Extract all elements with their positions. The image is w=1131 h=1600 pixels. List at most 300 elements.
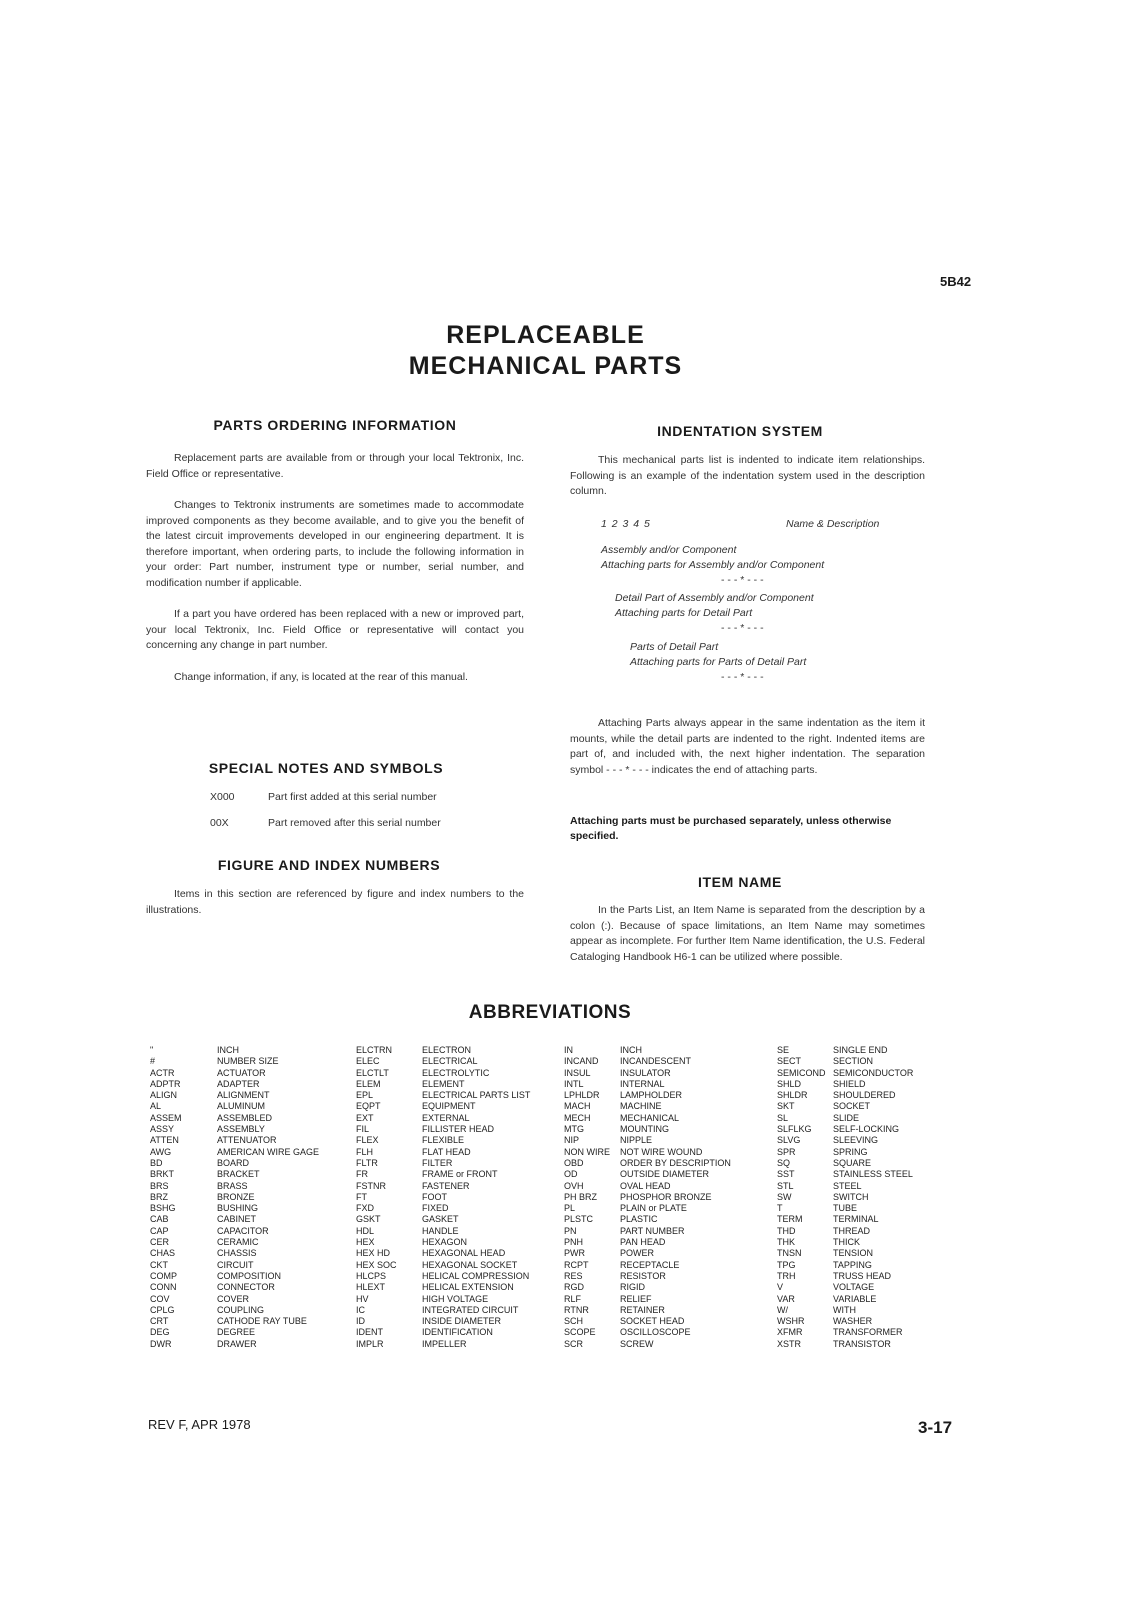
abbreviation-row — [356, 1271, 530, 1282]
abbreviation-code: ASSY — [150, 1124, 175, 1135]
abbreviation-meaning: ATTENUATOR — [217, 1135, 277, 1146]
abbreviation-row — [356, 1305, 530, 1316]
abbreviation-row — [150, 1327, 319, 1338]
abbreviation-row — [564, 1045, 731, 1056]
abbreviation-row — [356, 1124, 530, 1135]
abbreviation-row — [564, 1135, 731, 1146]
abbreviation-code: CHAS — [150, 1248, 176, 1259]
abbreviation-meaning: PAN HEAD — [620, 1237, 666, 1248]
abbreviation-meaning: CHASSIS — [217, 1248, 257, 1259]
abbreviation-meaning: INSULATOR — [620, 1067, 671, 1078]
abbreviation-code: SCH — [564, 1316, 584, 1327]
abbreviation-meaning: ACTUATOR — [217, 1067, 266, 1078]
abbreviation-code: XFMR — [777, 1327, 803, 1338]
abbreviation-row — [150, 1226, 319, 1237]
abbreviation-code: SCR — [564, 1338, 584, 1349]
abbreviation-code: INSUL — [564, 1067, 591, 1078]
page-title-line1: REPLACEABLE — [446, 321, 645, 349]
abbreviation-code: SE — [777, 1045, 790, 1055]
abbreviation-meaning: INCANDESCENT — [620, 1056, 692, 1067]
indent-line: Parts of Detail Part — [630, 641, 719, 653]
abbreviation-meaning: SQUARE — [833, 1157, 872, 1168]
abbreviation-code: SCOPE — [564, 1327, 596, 1338]
abbreviation-meaning: INTEGRATED CIRCUIT — [422, 1304, 519, 1315]
abbreviation-meaning: DRAWER — [217, 1338, 257, 1349]
abbreviation-code: ID — [356, 1316, 365, 1327]
revision-date: REV F, APR 1978 — [148, 1417, 251, 1432]
abbreviation-row — [564, 1147, 731, 1158]
abbreviation-code: PWR — [564, 1248, 585, 1259]
abbreviation-code: CONN — [150, 1282, 177, 1293]
abbreviation-meaning: SECTION — [833, 1056, 874, 1067]
abbreviation-meaning: INCH — [620, 1045, 642, 1055]
figure-paragraph: Items in this section are referenced by figure and index numbers to the illustrations. — [146, 888, 524, 916]
abbreviation-row — [777, 1068, 913, 1079]
abbreviation-row — [564, 1113, 731, 1124]
abbreviation-meaning: THREAD — [833, 1225, 871, 1236]
abbreviation-code: ELEC — [356, 1056, 380, 1067]
abbreviation-code: TERM — [777, 1214, 803, 1225]
abbreviation-row — [356, 1079, 530, 1090]
abbreviation-row — [356, 1101, 530, 1112]
abbreviation-meaning: COUPLING — [217, 1304, 265, 1315]
abbreviation-code: THK — [777, 1237, 795, 1248]
abbreviation-row — [150, 1271, 319, 1282]
abbreviation-meaning: BOARD — [217, 1157, 250, 1168]
abbreviation-meaning: ELECTRICAL PARTS LIST — [422, 1090, 531, 1101]
abbreviation-meaning: VARIABLE — [833, 1293, 877, 1304]
page-title — [0, 320, 1091, 382]
abbreviation-code: # — [150, 1056, 156, 1067]
abbreviation-meaning: OSCILLOSCOPE — [620, 1327, 691, 1338]
abbreviation-row — [150, 1056, 319, 1067]
abbreviation-code: HV — [356, 1293, 369, 1304]
abbreviation-meaning: FILLISTER HEAD — [422, 1124, 495, 1135]
abbreviation-code: BSHG — [150, 1203, 176, 1214]
note-row — [210, 791, 437, 803]
abbreviation-meaning: RESISTOR — [620, 1270, 666, 1281]
abbreviation-meaning: TRANSFORMER — [833, 1327, 903, 1338]
abbreviation-code: CPLG — [150, 1304, 175, 1315]
abbreviation-meaning: RETAINER — [620, 1304, 665, 1315]
abbreviation-meaning: EXTERNAL — [422, 1112, 470, 1123]
abbreviation-row — [356, 1316, 530, 1327]
abbreviation-row — [777, 1339, 913, 1350]
abbreviation-meaning: FASTENER — [422, 1180, 470, 1191]
abbreviation-meaning: ORDER BY DESCRIPTION — [620, 1157, 731, 1168]
abbreviation-row — [150, 1124, 319, 1135]
abbreviation-code: GSKT — [356, 1214, 381, 1225]
abbreviation-code: OBD — [564, 1157, 584, 1168]
abbreviation-row — [356, 1113, 530, 1124]
abbreviation-meaning: THICK — [833, 1237, 860, 1248]
abbreviation-row — [777, 1316, 913, 1327]
abbreviation-code: FSTNR — [356, 1180, 386, 1191]
abbreviation-meaning: HELICAL EXTENSION — [422, 1282, 514, 1293]
abbreviation-code: FLH — [356, 1146, 374, 1157]
abbreviation-meaning: FLAT HEAD — [422, 1146, 471, 1157]
abbreviation-meaning: HIGH VOLTAGE — [422, 1293, 489, 1304]
abbreviation-code: EQPT — [356, 1101, 381, 1112]
abbreviation-code: COV — [150, 1293, 170, 1304]
abbreviation-code: TPG — [777, 1259, 796, 1270]
abbreviation-code: RTNR — [564, 1304, 589, 1315]
abbreviation-meaning: HEXAGONAL SOCKET — [422, 1259, 518, 1270]
abbreviation-meaning: WITH — [833, 1304, 856, 1315]
abbreviation-meaning: MECHANICAL — [620, 1112, 680, 1123]
abbreviation-code: T — [777, 1203, 783, 1214]
abbreviation-row — [356, 1135, 530, 1146]
abbreviation-row — [564, 1124, 731, 1135]
abbreviation-meaning: SHIELD — [833, 1078, 866, 1089]
abbreviation-code: PN — [564, 1225, 577, 1236]
abbreviation-row — [777, 1294, 913, 1305]
abbreviation-meaning: BUSHING — [217, 1203, 259, 1214]
abbreviation-meaning: SWITCH — [833, 1191, 869, 1202]
abbreviation-row — [777, 1226, 913, 1237]
abbreviation-code: ATTEN — [150, 1135, 179, 1146]
abbreviation-code: HLEXT — [356, 1282, 386, 1293]
attaching-parts-note: Attaching parts must be purchased separately, unless otherwise specified. — [570, 815, 892, 842]
abbreviation-code: STL — [777, 1180, 794, 1191]
abbreviation-code: EXT — [356, 1112, 374, 1123]
abbreviation-meaning: TAPPING — [833, 1259, 872, 1270]
abbreviation-meaning: NIPPLE — [620, 1135, 653, 1146]
abbreviation-row — [356, 1248, 530, 1259]
abbreviation-code: HLCPS — [356, 1270, 387, 1281]
abbreviation-meaning: OVAL HEAD — [620, 1180, 671, 1191]
abbreviation-meaning: SOCKET HEAD — [620, 1316, 685, 1327]
abbreviation-code: MTG — [564, 1124, 584, 1135]
abbreviation-meaning: WASHER — [833, 1316, 873, 1327]
abbreviation-meaning: GASKET — [422, 1214, 459, 1225]
abbreviation-row — [564, 1214, 731, 1225]
abbreviation-code: RES — [564, 1270, 583, 1281]
abbreviation-row — [777, 1147, 913, 1158]
abbreviation-meaning: TERMINAL — [833, 1214, 879, 1225]
abbreviation-code: FR — [356, 1169, 368, 1180]
abbreviation-row — [564, 1305, 731, 1316]
abbreviation-code: BRKT — [150, 1169, 175, 1180]
note-code: 00X — [210, 817, 229, 829]
abbreviation-meaning: ALIGNMENT — [217, 1090, 270, 1101]
abbreviation-row — [150, 1294, 319, 1305]
abbreviation-meaning: HELICAL COMPRESSION — [422, 1270, 530, 1281]
abbreviation-row — [356, 1056, 530, 1067]
abbreviation-row — [356, 1090, 530, 1101]
abbreviation-meaning: CAPACITOR — [217, 1225, 269, 1236]
abbreviation-row — [777, 1260, 913, 1271]
abbreviation-row — [150, 1339, 319, 1350]
abbreviation-row — [564, 1056, 731, 1067]
abbreviation-code: ACTR — [150, 1067, 175, 1078]
abbreviation-meaning: IDENTIFICATION — [422, 1327, 493, 1338]
abbreviation-code: V — [777, 1282, 784, 1293]
abbreviation-row — [777, 1192, 913, 1203]
abbreviation-code: OVH — [564, 1180, 584, 1191]
abbreviation-meaning: CONNECTOR — [217, 1282, 275, 1293]
abbreviation-row — [564, 1237, 731, 1248]
item-name-paragraph: In the Parts List, an Item Name is separated from the description by a colon (:). Because of space limitations, an Item Name may sometimes appear as incomplete. For further Item Name identification, the U.S. Federal Cataloging Handbook H6-1 can be utilized where possible. — [570, 904, 925, 963]
abbreviation-meaning: FRAME or FRONT — [422, 1169, 498, 1180]
abbreviation-row — [356, 1226, 530, 1237]
abbreviation-meaning: ELECTROLYTIC — [422, 1067, 490, 1078]
abbreviation-code: SPR — [777, 1146, 796, 1157]
abbreviation-code: FLTR — [356, 1157, 378, 1168]
abbreviation-meaning: FILTER — [422, 1157, 453, 1168]
indent-line: Assembly and/or Component — [601, 544, 737, 556]
abbreviation-meaning: NOT WIRE WOUND — [620, 1146, 703, 1157]
indent-line: Attaching parts for Assembly and/or Component — [601, 559, 825, 571]
abbreviation-code: ELCTRN — [356, 1045, 393, 1055]
abbreviation-code: ALIGN — [150, 1090, 178, 1101]
abbreviation-code: TNSN — [777, 1248, 802, 1259]
abbreviation-meaning: EQUIPMENT — [422, 1101, 476, 1112]
abbreviations-column — [777, 1045, 913, 1350]
abbreviation-row — [356, 1294, 530, 1305]
abbreviation-row — [150, 1260, 319, 1271]
abbreviation-row — [564, 1294, 731, 1305]
abbreviation-code: SEMICOND — [777, 1067, 826, 1078]
abbreviation-meaning: FOOT — [422, 1191, 447, 1202]
note-code: X000 — [210, 791, 235, 803]
abbreviation-code: TRH — [777, 1270, 796, 1281]
abbreviation-meaning: COVER — [217, 1293, 250, 1304]
abbreviation-code: THD — [777, 1225, 796, 1236]
abbreviation-code: SLFLKG — [777, 1124, 812, 1135]
abbreviation-code: BRZ — [150, 1191, 168, 1202]
abbreviation-meaning: SCREW — [620, 1338, 654, 1349]
indentation-heading: INDENTATION SYSTEM — [657, 423, 823, 439]
abbreviation-meaning: RECEPTACLE — [620, 1259, 680, 1270]
abbreviation-meaning: INTERNAL — [620, 1078, 665, 1089]
separation-symbol: - - - * - - - — [721, 671, 764, 683]
abbreviation-row — [777, 1248, 913, 1259]
abbreviation-row — [356, 1147, 530, 1158]
abbreviation-meaning: RELIEF — [620, 1293, 652, 1304]
abbreviations-column — [150, 1045, 319, 1350]
abbreviation-meaning: CATHODE RAY TUBE — [217, 1316, 307, 1327]
indentation-paragraph-2: Attaching Parts always appear in the same indentation as the item it mounts, while the detail parts are indented to the right. Indented items are part of, and included with, the next higher indentation. The separation symbol - - - * - - - indicates the end of attaching parts. — [570, 717, 925, 776]
ordering-paragraph-1: Replacement parts are available from or through your local Tektronix, Inc. Field Office or representative. — [146, 452, 524, 480]
abbreviation-code: IDENT — [356, 1327, 383, 1338]
model-number: 5B42 — [940, 274, 972, 289]
abbreviation-code: VAR — [777, 1293, 795, 1304]
abbreviation-meaning: SPRING — [833, 1146, 868, 1157]
abbreviation-meaning: ELECTRON — [422, 1045, 472, 1055]
abbreviation-code: MACH — [564, 1101, 591, 1112]
abbreviation-meaning: LAMPHOLDER — [620, 1090, 683, 1101]
abbreviation-code: FXD — [356, 1203, 374, 1214]
abbreviation-meaning: SHOULDERED — [833, 1090, 896, 1101]
notes-heading: SPECIAL NOTES AND SYMBOLS — [208, 760, 444, 776]
abbreviation-meaning: MACHINE — [620, 1101, 662, 1112]
abbreviation-row — [356, 1158, 530, 1169]
abbreviation-code: LPHLDR — [564, 1090, 600, 1101]
abbreviation-meaning: PLAIN or PLATE — [620, 1203, 687, 1214]
abbreviation-row — [356, 1282, 530, 1293]
abbreviation-row — [564, 1181, 731, 1192]
abbreviation-row — [150, 1090, 319, 1101]
abbreviation-meaning: OUTSIDE DIAMETER — [620, 1169, 710, 1180]
item-name-section — [570, 903, 925, 965]
abbreviation-code: SW — [777, 1191, 792, 1202]
abbreviation-code: AL — [150, 1101, 162, 1112]
abbreviation-row — [356, 1068, 530, 1079]
abbreviation-code: MECH — [564, 1112, 591, 1123]
ordering-paragraph-4: Change information, if any, is located at the rear of this manual. — [174, 670, 468, 683]
ordering-section — [146, 451, 524, 685]
abbreviation-code: CER — [150, 1237, 170, 1248]
abbreviation-meaning: STAINLESS STEEL — [833, 1169, 913, 1180]
abbreviation-row — [150, 1316, 319, 1327]
abbreviation-code: SHLDR — [777, 1090, 808, 1101]
abbreviation-row — [564, 1316, 731, 1327]
abbreviation-meaning: ASSEMBLY — [217, 1124, 265, 1135]
abbreviation-meaning: ELEMENT — [422, 1078, 465, 1089]
abbreviation-row — [150, 1135, 319, 1146]
abbreviation-row — [150, 1113, 319, 1124]
abbreviation-code: NIP — [564, 1135, 580, 1146]
abbreviation-code: HDL — [356, 1225, 375, 1236]
abbreviation-row — [150, 1147, 319, 1158]
abbreviation-code: EPL — [356, 1090, 374, 1101]
abbreviation-row — [564, 1339, 731, 1350]
abbreviation-row — [777, 1327, 913, 1338]
abbreviation-row — [564, 1079, 731, 1090]
abbreviation-meaning: PART NUMBER — [620, 1225, 685, 1236]
abbreviation-meaning: MOUNTING — [620, 1124, 669, 1135]
abbreviation-row — [150, 1282, 319, 1293]
abbreviation-meaning: SINGLE END — [833, 1045, 888, 1055]
figure-section — [146, 887, 524, 918]
abbreviation-row — [777, 1135, 913, 1146]
abbreviation-row — [777, 1181, 913, 1192]
abbreviation-meaning: SLEEVING — [833, 1135, 879, 1146]
abbreviation-meaning: POWER — [620, 1248, 655, 1259]
abbreviation-code: XSTR — [777, 1338, 802, 1349]
abbreviation-code: " — [150, 1045, 154, 1055]
abbreviation-meaning: BRASS — [217, 1180, 248, 1191]
abbreviation-meaning: FIXED — [422, 1203, 449, 1214]
indent-line: Attaching parts for Parts of Detail Part — [630, 656, 807, 668]
abbreviation-row — [777, 1214, 913, 1225]
abbreviation-code: HEX HD — [356, 1248, 391, 1259]
abbreviation-code: INCAND — [564, 1056, 599, 1067]
abbreviation-meaning: TRUSS HEAD — [833, 1270, 892, 1281]
abbreviation-meaning: HEXAGONAL HEAD — [422, 1248, 506, 1259]
abbreviation-row — [777, 1237, 913, 1248]
abbreviation-meaning: SEMICONDUCTOR — [833, 1067, 914, 1078]
abbreviations-heading: ABBREVIATIONS — [468, 1002, 632, 1023]
note-row — [210, 817, 441, 829]
abbreviation-meaning: BRACKET — [217, 1169, 260, 1180]
abbreviation-meaning: CABINET — [217, 1214, 257, 1225]
abbreviation-meaning: SOCKET — [833, 1101, 871, 1112]
abbreviation-row — [150, 1192, 319, 1203]
abbreviation-meaning: RIGID — [620, 1282, 646, 1293]
abbreviation-code: IN — [564, 1045, 573, 1055]
abbreviation-row — [150, 1214, 319, 1225]
abbreviation-meaning: BRONZE — [217, 1191, 255, 1202]
abbreviation-code: FLEX — [356, 1135, 379, 1146]
abbreviation-code: FIL — [356, 1124, 370, 1135]
abbreviation-meaning: PLASTIC — [620, 1214, 658, 1225]
abbreviation-code: PLSTC — [564, 1214, 594, 1225]
indentation-paragraph-1: This mechanical parts list is indented to indicate item relationships. Following is an example of the indentation system used in the description column. — [570, 454, 925, 497]
abbreviation-code: IMPLR — [356, 1338, 384, 1349]
abbreviation-row — [777, 1305, 913, 1316]
abbreviation-meaning: HEXAGON — [422, 1237, 468, 1248]
abbreviation-code: INTL — [564, 1078, 584, 1089]
abbreviation-row — [777, 1169, 913, 1180]
abbreviation-meaning: SELF-LOCKING — [833, 1124, 900, 1135]
abbreviation-meaning: IMPELLER — [422, 1338, 467, 1349]
abbreviation-code: FT — [356, 1191, 367, 1202]
abbreviation-row — [564, 1327, 731, 1338]
abbreviation-row — [356, 1327, 530, 1338]
separation-symbol: - - - * - - - — [721, 622, 764, 634]
abbreviation-meaning: PHOSPHOR BRONZE — [620, 1191, 712, 1202]
abbreviation-code: CRT — [150, 1316, 169, 1327]
abbreviation-code: OD — [564, 1169, 578, 1180]
abbreviation-row — [150, 1181, 319, 1192]
abbreviation-code: PNH — [564, 1237, 584, 1248]
indent-numbers: 1 2 3 4 5 — [601, 518, 651, 530]
abbreviation-meaning: ALUMINUM — [217, 1101, 266, 1112]
abbreviation-row — [150, 1203, 319, 1214]
abbreviation-row — [150, 1169, 319, 1180]
abbreviation-row — [356, 1237, 530, 1248]
abbreviation-meaning: HANDLE — [422, 1225, 459, 1236]
item-name-heading: ITEM NAME — [698, 874, 782, 890]
abbreviation-row — [150, 1045, 319, 1056]
abbreviation-row — [564, 1226, 731, 1237]
abbreviation-row — [564, 1169, 731, 1180]
abbreviation-row — [356, 1214, 530, 1225]
abbreviation-code: SL — [777, 1112, 789, 1123]
abbreviation-row — [564, 1158, 731, 1169]
abbreviation-code: RLF — [564, 1293, 582, 1304]
page-title-line2: MECHANICAL PARTS — [408, 352, 683, 380]
abbreviation-row — [150, 1068, 319, 1079]
page-number: 3-17 — [918, 1418, 953, 1437]
abbreviation-code: SKT — [777, 1101, 795, 1112]
figure-heading: FIGURE AND INDEX NUMBERS — [217, 857, 441, 873]
abbreviation-row — [777, 1090, 913, 1101]
abbreviation-code: SLVG — [777, 1135, 801, 1146]
ordering-paragraph-3: If a part you have ordered has been replaced with a new or improved part, your local Tektronix, Inc. Field Office or representative will contact you concerning any change in part number. — [146, 608, 524, 651]
abbreviation-row — [356, 1192, 530, 1203]
abbreviation-row — [777, 1079, 913, 1090]
abbreviation-code: ASSEM — [150, 1112, 182, 1123]
indent-name-description: Name & Description — [786, 518, 880, 530]
abbreviation-meaning: ASSEMBLED — [217, 1112, 273, 1123]
abbreviation-row — [356, 1181, 530, 1192]
abbreviation-row — [150, 1158, 319, 1169]
abbreviation-meaning: CIRCUIT — [217, 1259, 254, 1270]
abbreviation-row — [150, 1079, 319, 1090]
abbreviation-row — [777, 1282, 913, 1293]
abbreviation-row — [564, 1068, 731, 1079]
abbreviation-code: CAP — [150, 1225, 169, 1236]
abbreviation-row — [564, 1192, 731, 1203]
abbreviation-meaning: TUBE — [833, 1203, 858, 1214]
abbreviation-code: NON WIRE — [564, 1146, 610, 1157]
abbreviation-row — [564, 1101, 731, 1112]
abbreviation-code: BD — [150, 1157, 163, 1168]
abbreviation-row — [777, 1203, 913, 1214]
